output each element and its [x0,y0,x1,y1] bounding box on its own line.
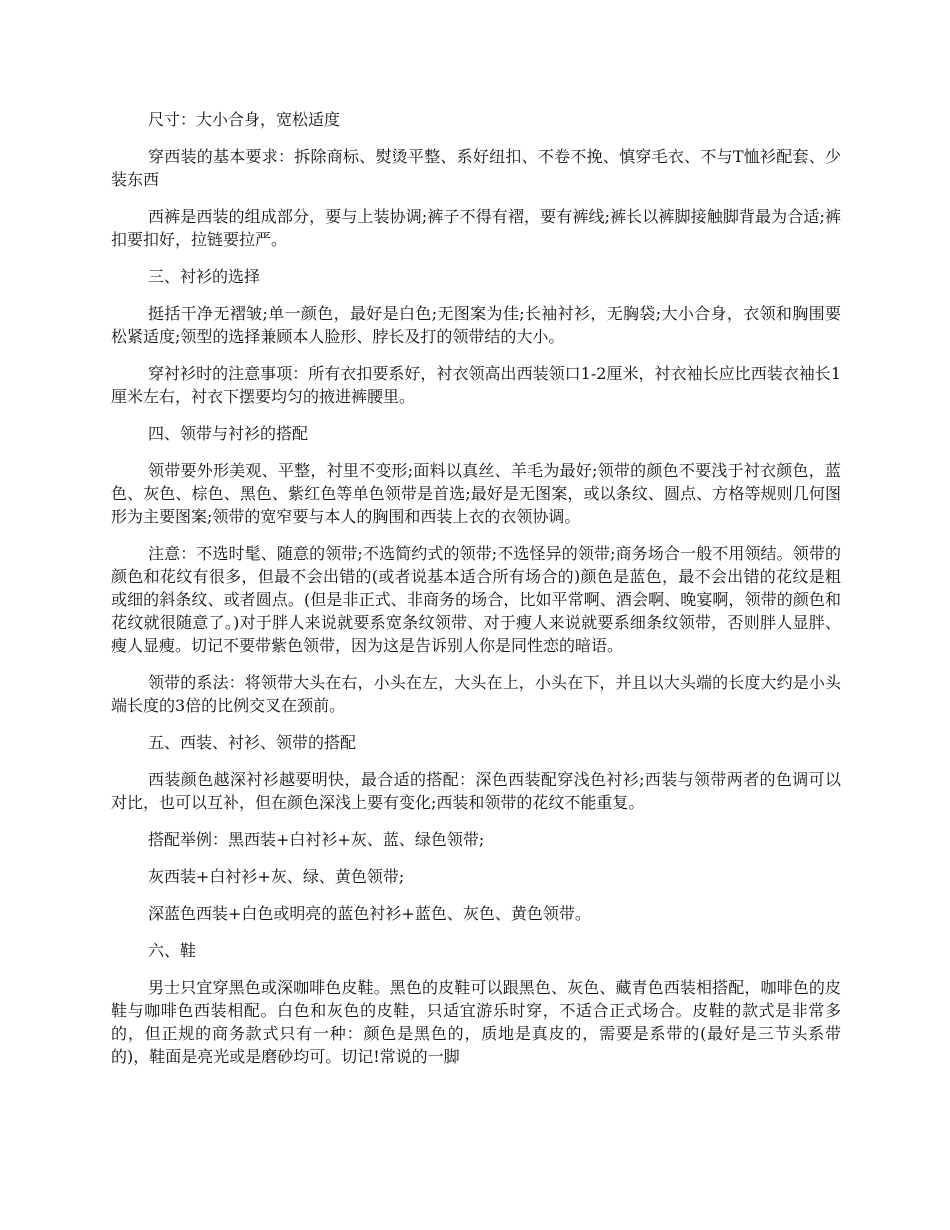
paragraph-example-1: 搭配举例：黑西装+白衬衫+灰、蓝、绿色领带; [148,830,485,849]
paragraph-shoes: 男士只宜穿黑色或深咖啡色皮鞋。黑色的皮鞋可以跟黑色、灰色、藏青色西装相搭配，咖啡色的皮鞋与咖啡色西装相配。白色和灰色的皮鞋，只适宜游乐时穿，不适合正式场合。皮鞋的款式是非常多的，但正规的商务款式只有一种：颜色是黑色的，质地是真皮的，需要是系带的(最好是三节头系带的)，鞋面是亮光或是磨砂均可。切记!常说的一脚 [111,978,841,1066]
paragraph-example-3: 深蓝色西装+白色或明亮的蓝色衬衫+蓝色、灰色、黄色领带。 [148,904,591,923]
paragraph-color-matching: 西装颜色越深衬衫越要明快，最合适的搭配：深色西装配穿浅色衬衫;西装与领带两者的色调可以对比，也可以互补，但在颜色深浅上要有变化;西装和领带的花纹不能重复。 [111,770,841,812]
paragraph-tie-requirements: 领带要外形美观、平整，衬里不变形;面料以真丝、羊毛为最好;领带的颜色不要浅于衬衣颜色，蓝色、灰色、棕色、黑色、紫红色等单色领带是首选;最好是无图案，或以条纹、圆点、方格等规则几何图形为主要图案;领带的宽窄要与本人的胸围和西装上衣的衣领协调。 [111,461,841,526]
paragraph-tie-knot: 领带的系法：将领带大头在右，小头在左，大头在上，小头在下，并且以大头端的长度大约是小头端长度的3倍的比例交叉在颈前。 [111,673,841,715]
section-heading-tie-shirt: 四、领带与衬衫的搭配 [148,424,309,443]
paragraph-tie-notes: 注意：不选时髦、随意的领带;不选简约式的领带;不选怪异的领带;商务场合一般不用领结。领带的颜色和花纹有很多，但最不会出错的(或者说基本适合所有场合的)颜色是蓝色，最不会出错的花纹是粗或细的斜条纹、或者圆点。(但是非正式、非商务的场合，比如平常啊、酒会啊、晚宴啊，领带的颜色和花纹就很随意了。)对于胖人来说就要系宽条纹领带、对于瘦人来说就要系细条纹领带，否则胖人显胖、瘦人显瘦。切记不要带紫色领带，因为这是告诉别人你是同性恋的暗语。 [111,544,841,655]
paragraph-size: 尺寸：大小合身，宽松适度 [148,110,341,129]
document-body [111,108,841,1082]
paragraph-suit-basic-requirements: 穿西装的基本要求：拆除商标、熨烫平整、系好纽扣、不卷不挽、慎穿毛衣、不与T恤衫配套、少装东西 [111,147,841,189]
paragraph-trousers: 西裤是西装的组成部分，要与上装协调;裤子不得有褶，要有裤线;裤长以裤脚接触脚背最为合适;裤扣要扣好，拉链要拉严。 [111,207,841,249]
section-heading-suit-shirt-tie: 五、西装、衬衫、领带的搭配 [148,733,357,752]
section-heading-shirt-selection: 三、衬衫的选择 [148,267,261,286]
paragraph-shirt-notes: 穿衬衫时的注意事项：所有衣扣要系好，衬衣领高出西装领口1-2厘米，衬衣袖长应比西装衣袖长1厘米左右，衬衣下摆要均匀的掖进裤腰里。 [111,364,841,406]
paragraph-example-2: 灰西装+白衬衫+灰、绿、黄色领带; [148,867,405,886]
paragraph-shirt-selection: 挺括干净无褶皱;单一颜色，最好是白色;无图案为佳;长袖衬衫，无胸袋;大小合身，衣领和胸围要松紧适度;领型的选择兼顾本人脸形、脖长及打的领带结的大小。 [111,304,841,346]
section-heading-shoes: 六、鞋 [148,941,197,960]
